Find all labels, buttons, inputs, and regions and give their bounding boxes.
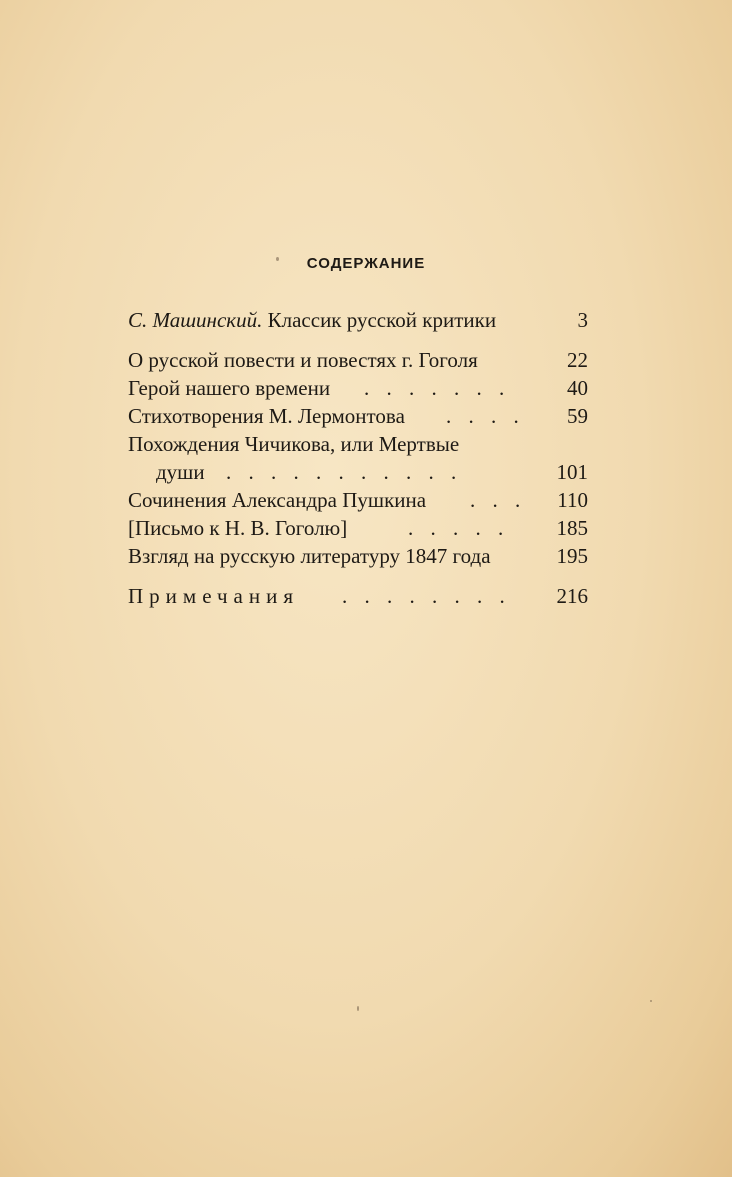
ink-speck xyxy=(650,1000,652,1002)
entry-page-number: 216 xyxy=(556,584,588,608)
toc-entry-primechaniya xyxy=(128,582,588,610)
entry-dot-leader: . . . . . xyxy=(408,516,510,540)
toc-entry-geroy xyxy=(128,374,588,402)
entry-author: С. Машинский. xyxy=(128,308,263,332)
entry-page-number: 110 xyxy=(557,488,588,512)
toc-entry-o-russkoy-povesti xyxy=(128,346,588,374)
toc-entry-pokhozhdeniya xyxy=(128,430,588,458)
entry-dot-leader: . . . xyxy=(470,488,527,512)
toc-entry-klassik xyxy=(128,306,588,334)
toc-entry-sochineniya xyxy=(128,486,588,514)
entry-dot-leader: . . . . . . . . xyxy=(342,584,511,608)
entry-page-number: 101 xyxy=(556,460,588,484)
entry-title: души xyxy=(156,460,205,484)
entry-title: Герой нашего времени xyxy=(128,376,331,400)
entry-dot-leader: . . . . . . . xyxy=(364,376,511,400)
toc-entry-pismo xyxy=(128,514,588,542)
toc-entry-stikhotvoreniya xyxy=(128,402,588,430)
entry-title: Стихотворения М. Лермонтова xyxy=(128,404,405,428)
entry-page-number: 40 xyxy=(567,376,588,400)
ink-speck xyxy=(357,1006,359,1011)
entry-page-number: 3 xyxy=(577,308,588,332)
entry-title: Похождения Чичикова, или Мертвые xyxy=(128,432,460,456)
entry-page-number: 185 xyxy=(556,516,588,540)
page-title: СОДЕРЖАНИЕ xyxy=(306,255,426,272)
entry-title: Классик русской критики xyxy=(267,308,497,332)
entry-title: Примечания xyxy=(128,584,300,608)
entry-title: О русской повести и повестях г. Гоголя xyxy=(128,348,478,372)
entry-page-number: 22 xyxy=(567,348,588,372)
entry-dot-leader: . . . . xyxy=(446,404,525,428)
entry-title: Сочинения Александра Пушкина xyxy=(128,488,427,512)
entry-title: Взгляд на русскую литературу 1847 года xyxy=(128,544,491,568)
toc-entry-dushi xyxy=(128,458,588,486)
entry-page-number: 59 xyxy=(567,404,588,428)
toc-entry-vzglyad xyxy=(128,542,588,570)
entry-page-number: 195 xyxy=(556,544,588,568)
table-of-contents xyxy=(128,306,588,608)
entry-title: [Письмо к Н. В. Гоголю] xyxy=(128,516,348,540)
entry-dot-leader: . . . . . . . . . . . xyxy=(226,460,463,484)
